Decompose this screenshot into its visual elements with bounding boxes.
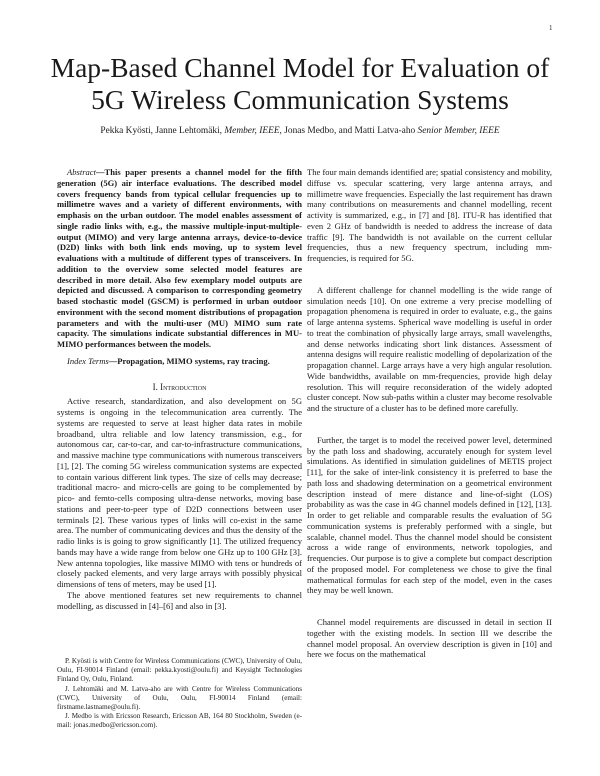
index-terms-text: —Propagation, MIMO systems, ray tracing. xyxy=(108,355,270,366)
index-terms xyxy=(57,356,302,367)
abstract xyxy=(57,167,302,350)
body-paragraph: Further, the target is to model the received power level, determined by the path loss and shadowing, accurately enough for system level simulations. As identified in simulation guidelines of METIS project [11], for the sake of inter-link consistency it is preferred to base the path loss and shadowing determination on a geometrical environment description instead of mere distance and line-of-sight (LOS) probability as was the case in 4G channel models defined in [12], [13]. In order to get reliable and comparable results the evaluation of 5G communication systems is preferably performed with a single, but scalable, channel model. Thus the channel model should be consistent across a wide range of environments, network topologies, and frequencies. Our purpose is to give a complete but compact description of the proposed model. For completeness we chose to give the final mathematical formulas for each step of the model, even in the cases they may be well known. xyxy=(307,434,552,596)
author-role-1: Member, IEEE, xyxy=(224,126,282,136)
author-list xyxy=(40,126,560,136)
author-names-1: Pekka Kyösti, Janne Lehtomäki, xyxy=(100,126,223,136)
body-paragraph: Channel model requirements are discussed in detail in section II together with the existing models. In section III we describe the channel model proposal. An overview description is given in [10] and here we focus on the mathematical xyxy=(307,617,552,660)
footnote: J. Lehtomäki and M. Latva-aho are with Centre for Wireless Communications (CWC), University of Oulu, Oulu, FI-90014 Finland (email: firstname.lastname@oulu.fi). xyxy=(57,684,302,712)
body-paragraph: Active research, standardization, and also development on 5G systems is ongoing in the telecommunication area currently. The systems are requested to serve at least higher data rates in mobile broadband, ultra reliable and low latency transmission, e.g., for autonomous car, car-to-car, and car-to-infrastructure communications, and massive machine type communications with numerous transceivers [1], [2]. The coming 5G wireless communication systems are expected to contain various different link types. The size of cells may decrease; traditional macro- and micro-cells are going to be complemented by pico- and femto-cells composing ultra-dense networks, moving base stations and peer-to-peer type of D2D connections between user terminals [2]. These various types of links will co-exist in the same area. The number of communicating devices and thus the density of the radio links is is going to grow significantly [1]. The utilized frequency bands may have a wide range from below one GHz up to 100 GHz [3]. New antenna topologies, like massive MIMO with tens or hundreds of closely packed elements, and very large arrays with possibly physical dimensions of tens of meters, may be used [1]. xyxy=(57,396,302,589)
footnotes xyxy=(57,657,302,731)
paper-title: Map-Based Channel Model for Evaluation of 5G Wireless Communication Systems xyxy=(50,52,550,115)
abstract-label: Abstract xyxy=(67,167,96,177)
left-column xyxy=(57,167,302,611)
section-heading: I. Introduction xyxy=(152,381,207,392)
author-role-2: Senior Member, IEEE xyxy=(417,126,500,136)
body-paragraph: A different challenge for channel modelling is the wide range of simulation needs [10]. On one extreme a very precise modelling of propagation phenomena is required in order to evaluate, e.g., the gains of large antenna systems. Spherical wave modelling is useful in order to treat the combination of physically large arrays, small wavelengths, and dense networks indicating short link distances. Assessment of antenna designs will require realistic modelling of depolarization of the propagation channel. Large arrays have a very high angular resolution. Wide bandwidths, available on mm-frequencies, provide high delay resolution. This will require reconsideration of the widely adopted cluster concept. Now sub-paths within a cluster may become resolvable and the structure of a cluster has to be defined more carefully. xyxy=(307,284,552,413)
author-names-2: Jonas Medbo, and Matti Latva-aho xyxy=(284,126,416,136)
right-column xyxy=(307,167,552,660)
footnote: P. Kyösti is with Centre for Wireless Communications (CWC), University of Oulu, Oulu, FI-90014 Finland (email: pekka.kyosti@oulu.fi) and Keysight Technologies Finland Oy, Oulu, Finland. xyxy=(57,657,302,684)
body-paragraph: The above mentioned features set new requirements to channel modelling, as discussed in [4]–[6] and also in [3]. xyxy=(57,589,302,611)
page-number: 1 xyxy=(549,24,553,32)
footnote: J. Medbo is with Ericsson Research, Ericsson AB, 164 80 Stockholm, Sweden (e-mail: jonas.medbo@ericsson.com). xyxy=(57,712,302,730)
body-paragraph: The four main demands identified are; spatial consistency and mobility, diffuse vs. specular scattering, very large antenna arrays, and millimetre wave frequencies. Especially the last requirement has drawn many contributions on measurements and channel modelling, recent activity is summarized, e.g., in [7] and [8]. ITU-R has identified that even 2 GHz of bandwidth is needed to address the increase of data traffic [9]. The bandwidth is not available on the current cellular frequencies, thus a new frequency spectrum, including mm-frequencies, is required for 5G. xyxy=(307,167,552,263)
abstract-text: —This paper presents a channel model for the fifth generation (5G) air interface evaluations. The described model covers frequency bands from typical cellular frequencies up to millimetre waves and a variety of different environments, with emphasis on the urban outdoor. The model enables assessment of single radio links with, e.g., the massive multiple-input-multiple-output (MIMO) and very large antenna arrays, device-to-device (D2D) links with both link ends moving, up to system level evaluations with a multitude of different types of transceivers. In addition to the overview some selected model features are described in more detail. Also few exemplary model outputs are depicted and discussed. A comparison to corresponding geometry based stochastic model (GSCM) is performed in urban outdoor environment with the second moment distributions of propagation parameters and with the multi-user (MU) MIMO sum rate capacity. The simulations indicate substantial differences in MU-MIMO performances between the models. xyxy=(57,167,302,349)
index-terms-label: Index Terms xyxy=(67,355,109,366)
